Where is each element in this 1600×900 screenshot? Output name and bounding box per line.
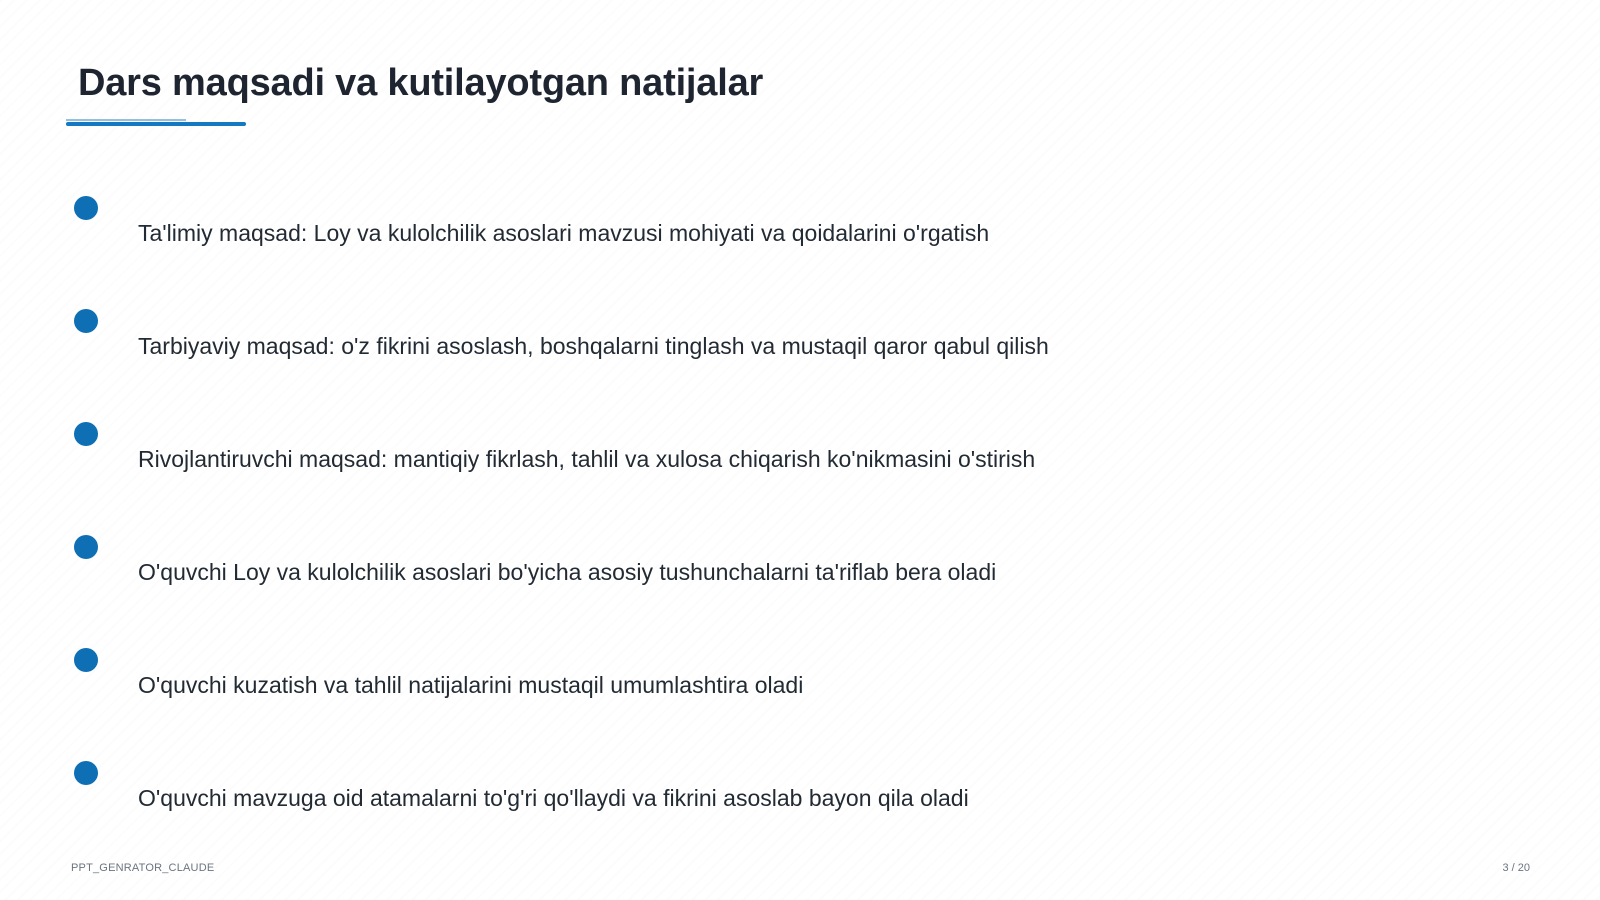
- bullet-dot-icon: [74, 648, 98, 672]
- bullet-dot-icon: [74, 535, 98, 559]
- bullet-dot-icon: [74, 309, 98, 333]
- list-item: [0, 648, 1400, 728]
- list-item: [0, 422, 1400, 502]
- list-item: [0, 535, 1400, 615]
- list-item: [0, 761, 1400, 841]
- bullet-text: O'quvchi kuzatish va tahlil natijalarini mustaqil umumlashtira oladi: [138, 672, 804, 698]
- bullet-dot-icon: [74, 422, 98, 446]
- bullet-text: Rivojlantiruvchi maqsad: mantiqiy fikrlash, tahlil va xulosa chiqarish ko'nikmasini o'stirish: [138, 446, 1036, 472]
- bullet-text: O'quvchi Loy va kulolchilik asoslari bo'yicha asosiy tushunchalarni ta'riflab bera oladi: [138, 559, 997, 585]
- footer-generator-label: PPT_GENRATOR_CLAUDE: [71, 862, 215, 874]
- slide-title: Dars maqsadi va kutilayotgan natijalar: [78, 62, 764, 104]
- bullet-text: Ta'limiy maqsad: Loy va kulolchilik asoslari mavzusi mohiyati va qoidalarini o'rgatish: [138, 220, 990, 246]
- bullet-dot-icon: [74, 196, 98, 220]
- list-item: [0, 309, 1400, 389]
- bullet-dot-icon: [74, 761, 98, 785]
- list-item: [0, 196, 1400, 276]
- page-indicator: 3 / 20: [1502, 862, 1530, 874]
- bullet-text: Tarbiyaviy maqsad: o'z fikrini asoslash, boshqalarni tinglash va mustaqil qaror qabul qilish: [138, 333, 1049, 359]
- bullet-text: O'quvchi mavzuga oid atamalarni to'g'ri qo'llaydi va fikrini asoslab bayon qila oladi: [138, 785, 969, 811]
